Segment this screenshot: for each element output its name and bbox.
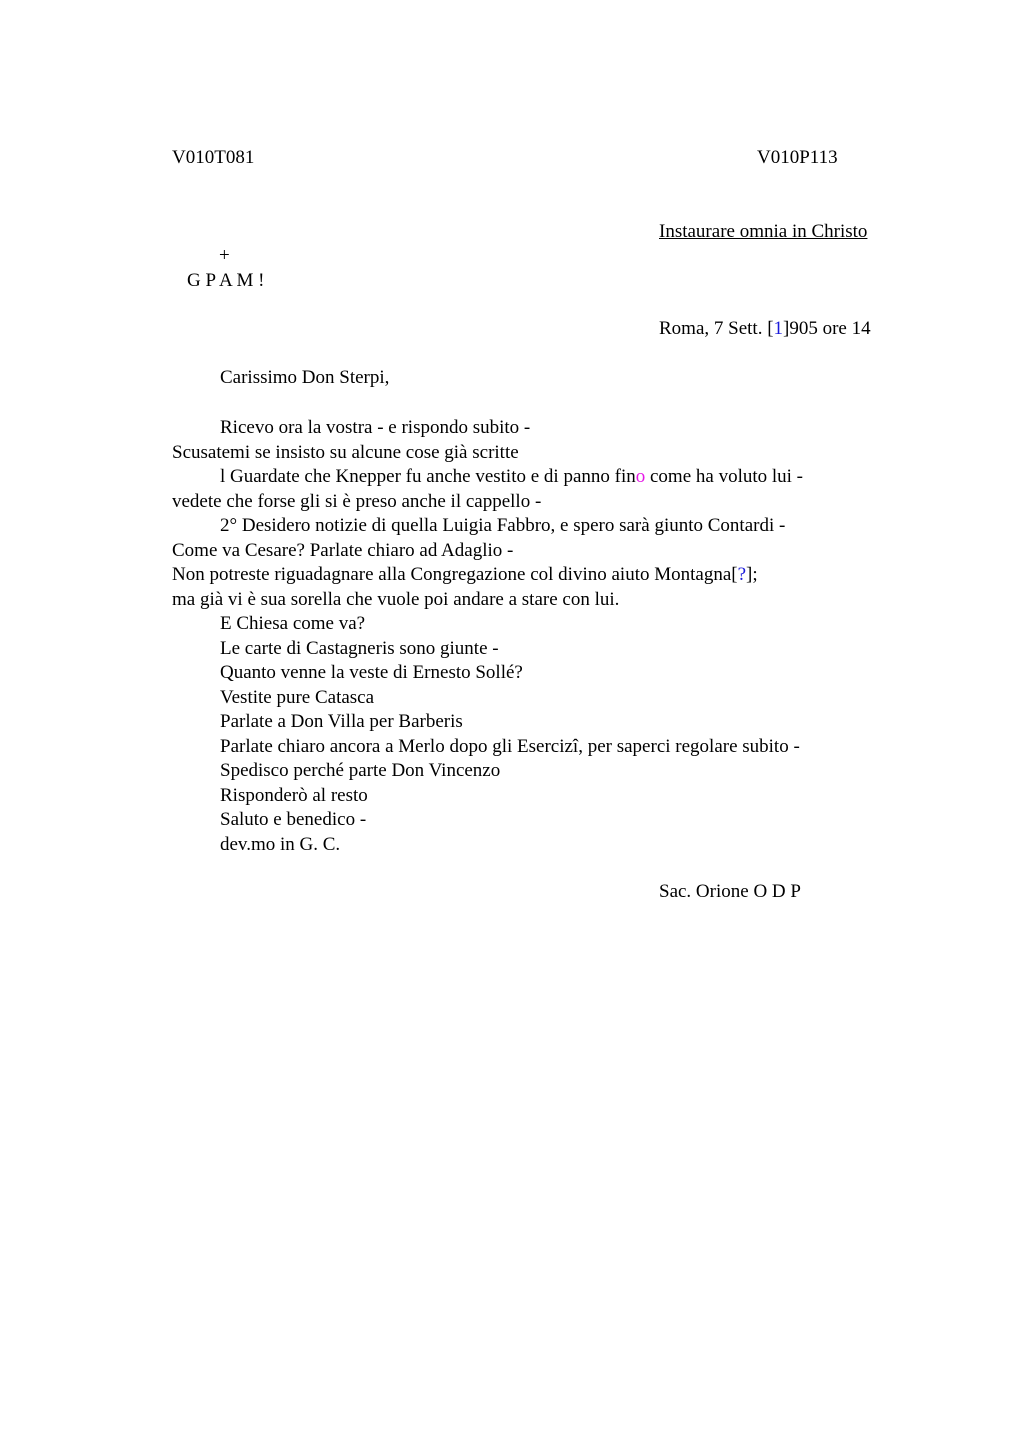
body-line: Vestite pure Catasca <box>220 686 375 708</box>
body-line-text: Non potreste riguadagnare alla Congregazione col divino aiuto Montagna[ <box>172 564 738 585</box>
body-line: Saluto e benedico - <box>220 809 367 830</box>
body-line: Le carte di Castagneris sono giunte - <box>220 637 499 659</box>
body-line: Parlate a Don Villa per Barberis <box>220 711 463 732</box>
dateline <box>659 317 871 341</box>
body-line <box>172 465 892 490</box>
salutation: Carissimo Don Sterpi, <box>220 367 390 388</box>
document-code-left: V010T081 <box>172 147 255 168</box>
body-line: vedete che forse gli si è preso anche il cappello - <box>172 490 542 512</box>
body-line-text: ]; <box>746 564 758 585</box>
body-line <box>172 735 892 760</box>
body-line-text: come ha voluto lui - <box>645 466 804 487</box>
invocation: G P A M ! <box>187 270 265 291</box>
motto: Instaurare omnia in Christo <box>659 221 868 242</box>
correction-mark: o <box>635 466 646 487</box>
body-line: Spedisco perché parte Don Vincenzo <box>220 760 501 781</box>
body-line <box>172 563 892 588</box>
body-line: Risponderò al resto <box>220 784 368 806</box>
body-line: ma già vi è sua sorella che vuole poi andare a stare con lui. <box>172 588 620 610</box>
body-line: Scusatemi se insisto su alcune cose già scritte <box>172 441 519 463</box>
body-line-text: Parlate chiaro ancora a Merlo dopo gli Esercizi <box>220 735 579 757</box>
body-line-text: , per saperci regolare subito - <box>578 735 800 757</box>
body-line-text: l Guardate che Knepper fu anche vestito e di panno fin <box>220 466 636 487</box>
closing-line: dev.mo in G. C. <box>220 833 341 855</box>
body-line: Ricevo ora la vostra - e rispondo subito - <box>220 417 531 438</box>
editorial-question-mark: ? <box>737 564 747 585</box>
dateline-start: Roma, 7 Sett. [ <box>659 318 774 339</box>
document-code-right: V010P113 <box>757 147 838 168</box>
body-line: E Chiesa come va? <box>220 613 366 634</box>
signature: Sac. Orione O D P <box>659 881 801 902</box>
body-line: 2° Desidero notizie di quella Luigia Fabbro, e spero sarà giunto Contardi - <box>220 515 786 536</box>
body-line: Quanto venne la veste di Ernesto Sollé? <box>220 662 523 683</box>
dateline-editorial-digit: 1 <box>773 318 784 339</box>
cross-symbol: + <box>219 245 230 266</box>
letter-body <box>172 416 892 857</box>
body-line: Come va Cesare? Parlate chiaro ad Adaglio - <box>172 539 514 561</box>
dateline-end: ]905 ore 14 <box>783 318 871 339</box>
